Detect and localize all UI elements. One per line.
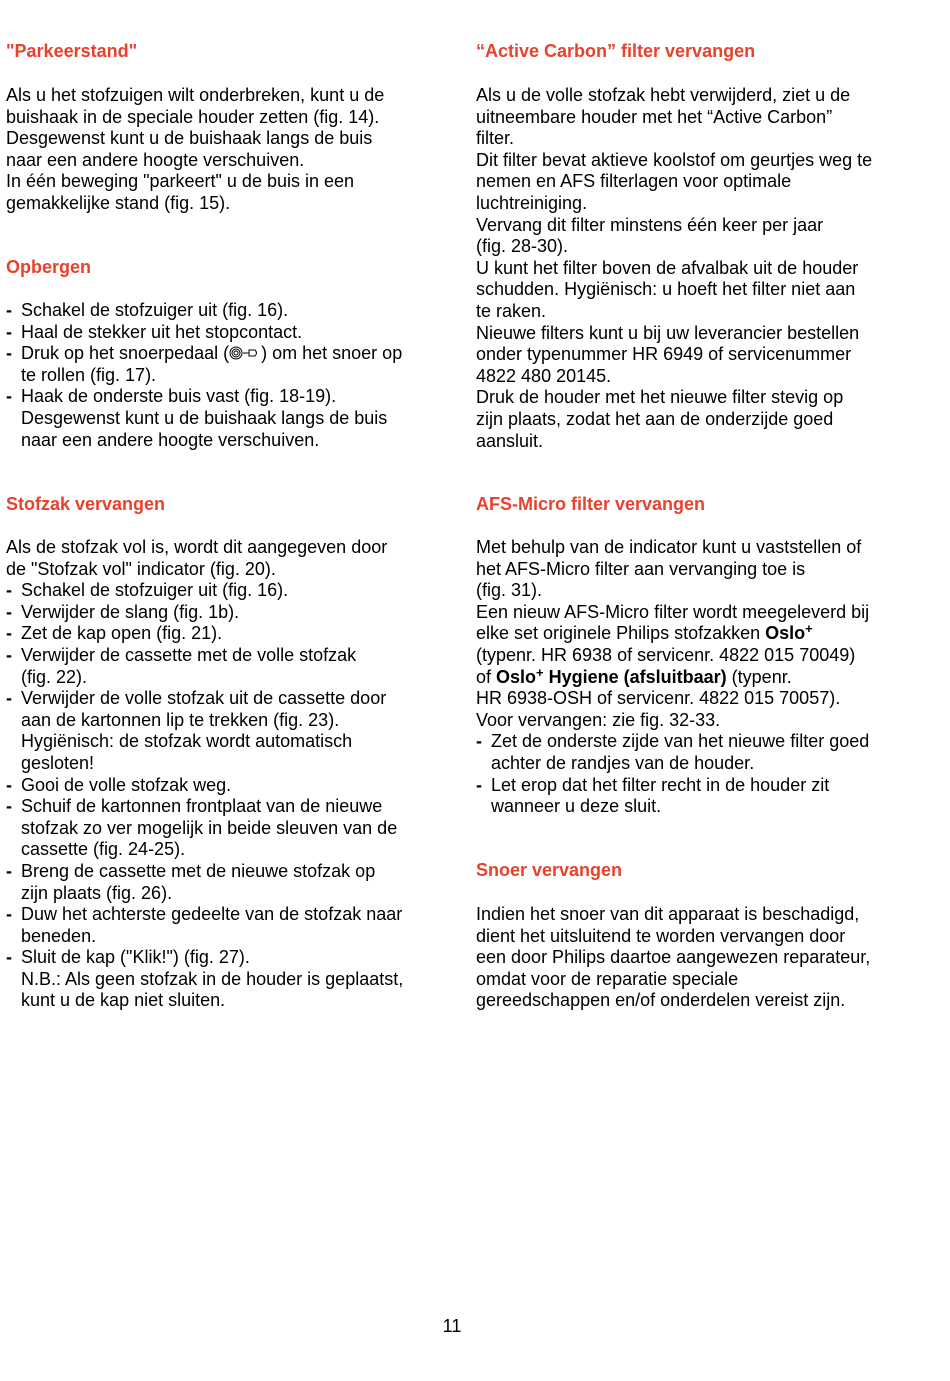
text-line: te raken. (476, 300, 547, 321)
list-item: - Schuif de kartonnen frontplaat van de nieuwe stofzak zo ver mogelijk in beide sleuven van de cassette (fig. 24-25). (6, 796, 451, 861)
text-line: Een nieuw AFS-Micro filter wordt meegeleverd bij (476, 601, 870, 622)
section-heading-parkeerstand: "Parkeerstand" (6, 41, 138, 61)
text-line: Indien het snoer van dit apparaat is beschadigd, (476, 904, 860, 924)
text-line: gemakkelijke stand (fig. 15). (6, 192, 231, 213)
text-line: Druk de houder met het nieuwe filter stevig op (476, 387, 844, 408)
product-name-oslo-hygiene: Oslo+ Hygiene (afsluitbaar) (496, 664, 727, 687)
text-line: uitneembare houder met het “Active Carbon” (476, 106, 833, 127)
text-line: In één beweging "parkeert" u de buis in een (6, 171, 355, 192)
text-line: luchtreiniging. (476, 192, 588, 213)
parkeerstand-body (6, 85, 451, 215)
list-item: - Gooi de volle stofzak weg. (6, 775, 451, 797)
text-line: Dit filter bevat aktieve koolstof om geurtjes weg te (476, 149, 873, 170)
list-item: - Verwijder de cassette met de volle stofzak (fig. 22). (6, 645, 451, 688)
text-line: onder typenummer HR 6949 of servicenummer (476, 344, 852, 365)
list-item: - Haak de onderste buis vast (fig. 18-19). Desgewenst kunt u de buishaak langs de buis naar een andere hoogte verschuiven. (6, 386, 451, 451)
text-line: of Oslo+ Hygiene (afsluitbaar) (typenr. (476, 664, 792, 687)
text-line: filter. (476, 128, 515, 149)
text-line: (fig. 31). (476, 580, 543, 601)
text-line: het AFS-Micro filter aan vervanging toe is (476, 558, 806, 579)
list-item: - Zet de kap open (fig. 21). (6, 623, 451, 645)
text-line: omdat voor de reparatie speciale (476, 968, 739, 989)
text-line: de "Stofzak vol" indicator (fig. 20). (6, 558, 276, 579)
section-heading-active-carbon: “Active Carbon” filter vervangen (476, 41, 756, 61)
cord-rewind-pedal-icon (229, 346, 261, 360)
text-line: schudden. Hygiënisch: u hoeft het filter niet aan (476, 279, 856, 300)
text-line: Vervang dit filter minstens één keer per jaar (476, 214, 824, 235)
list-item: - Schakel de stofzuiger uit (fig. 16). (6, 300, 451, 322)
list-item: - Sluit de kap ("Klik!") (fig. 27). (6, 947, 451, 969)
afs-list (476, 731, 916, 817)
text-line: een door Philips daartoe aangewezen reparateur, (476, 947, 871, 968)
text-line: U kunt het filter boven de afvalbak uit de houder (476, 257, 859, 278)
text-line: naar een andere hoogte verschuiven. (6, 149, 305, 170)
text-line: zijn plaats, zodat het aan de onderzijde goed (476, 408, 834, 429)
opbergen-list (6, 300, 451, 451)
text-line: Desgewenst kunt u de buishaak langs de buis (6, 128, 373, 149)
section-heading-opbergen: Opbergen (6, 257, 92, 277)
list-item: - Verwijder de slang (fig. 1b). (6, 602, 451, 624)
page-number: 11 (442, 1316, 462, 1336)
text-line: Als u de volle stofzak hebt verwijderd, ziet u de (476, 85, 851, 105)
text-line: buishaak in de speciale houder zetten (fig. 14). (6, 106, 380, 127)
text-line: Als u het stofzuigen wilt onderbreken, kunt u de (6, 85, 385, 105)
text-line: aansluit. (476, 430, 544, 451)
list-item: - Haal de stekker uit het stopcontact. (6, 322, 451, 344)
stofzak-body (6, 537, 451, 1012)
text-line: Voor vervangen: zie fig. 32-33. (476, 709, 721, 730)
text-line: dient het uitsluitend te worden vervangen door (476, 925, 846, 946)
product-name-oslo: Oslo+ (765, 621, 813, 644)
list-item: - Schakel de stofzuiger uit (fig. 16). (6, 580, 451, 602)
text-line: (typenr. HR 6938 of servicenr. 4822 015 70049) (476, 644, 856, 665)
text-line: Met behulp van de indicator kunt u vaststellen of (476, 537, 862, 557)
list-item: - Let erop dat het filter recht in de houder zit wanneer u deze sluit. (476, 775, 916, 818)
section-heading-stofzak: Stofzak vervangen (6, 494, 166, 514)
text-line: gereedschappen en/of onderdelen vereist zijn. (476, 990, 846, 1011)
list-item: - Duw het achterste gedeelte van de stofzak naar beneden. (6, 904, 451, 947)
carbon-body (476, 85, 916, 452)
list-item: - Druk op het snoerpedaal ( ) om het snoer op te rollen (fig. 17). (6, 343, 451, 386)
list-item: - Verwijder de volle stofzak uit de cassette door aan de kartonnen lip te trekken (fig. 23). Hygiënisch: de stofzak wordt automatisch gesloten! (6, 688, 451, 774)
section-heading-afs-micro: AFS-Micro filter vervangen (476, 494, 706, 514)
text-line: HR 6938-OSH of servicenr. 4822 015 70057). (476, 688, 841, 709)
note-line: N.B.: Als geen stofzak in de houder is geplaatst, (21, 968, 404, 989)
text-line: Nieuwe filters kunt u bij uw leverancier bestellen (476, 322, 860, 343)
afs-body (476, 537, 916, 818)
list-item: - Breng de cassette met de nieuwe stofzak op zijn plaats (fig. 26). (6, 861, 451, 904)
stofzak-list (6, 580, 451, 969)
text-line: Als de stofzak vol is, wordt dit aangegeven door (6, 537, 388, 557)
note-line: kunt u de kap niet sluiten. (21, 990, 226, 1011)
section-heading-snoer: Snoer vervangen (476, 860, 623, 880)
text-line: elke set originele Philips stofzakken Oslo+ (476, 621, 813, 644)
text-line: 4822 480 20145. (476, 365, 612, 386)
text-line: (fig. 28-30). (476, 236, 569, 257)
snoer-body (476, 904, 916, 1012)
list-item: - Zet de onderste zijde van het nieuwe filter goed achter de randjes van de houder. (476, 731, 916, 774)
text-line: nemen en AFS filterlagen voor optimale (476, 171, 792, 192)
